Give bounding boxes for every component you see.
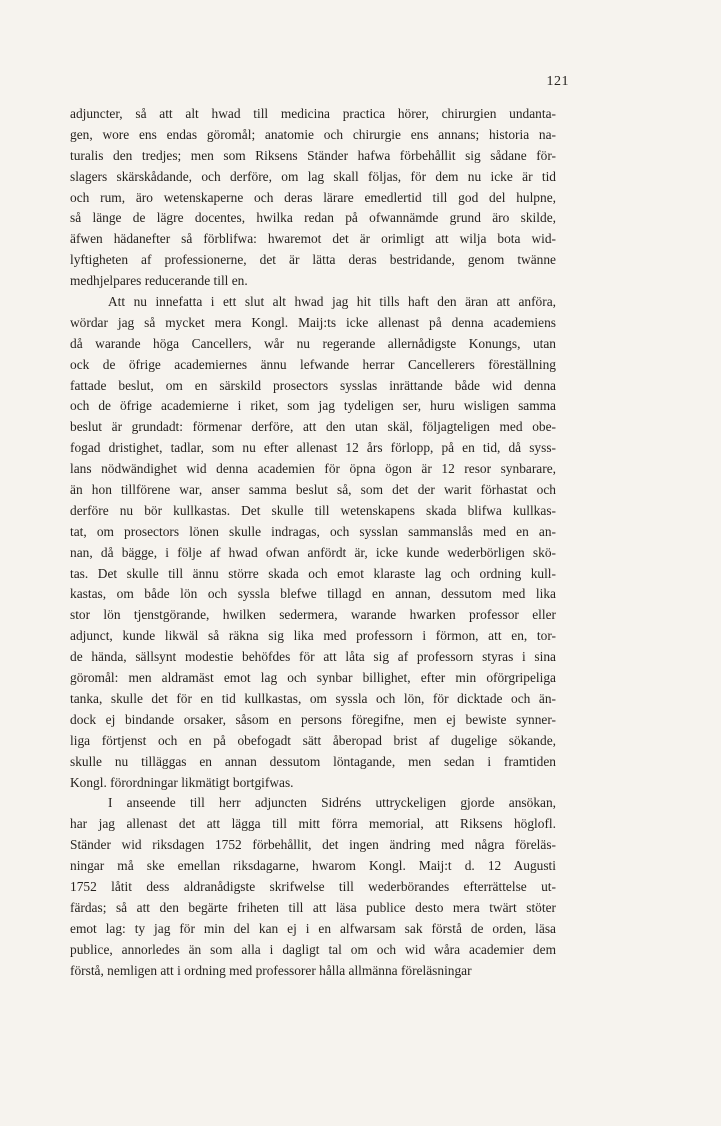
text-line: adjunct, kunde likwäl så räkna sig lika med professorn i förmon, att en, tor- <box>70 628 556 644</box>
text-line: derföre nu bör kullkastas. Det skulle till wetenskapens skada blifwa kullkas- <box>70 502 556 518</box>
text-line: tat, om prosectors lönen skulle indragas, och sysslan sammanslås med en an- <box>70 523 556 539</box>
text-line: förstå, nemligen att i ordning med professorer hålla allmänna föreläsningar <box>70 962 472 978</box>
text-line: och rum, äro wetenskaperne och deras lärare emedlertid till god del hulpne, <box>70 189 556 205</box>
text-line: I anseende till herr adjuncten Sidréns uttryckeligen gjorde ansökan, <box>108 795 556 811</box>
text-line: färdas; så att den begärte friheten till att läsa publice desto mera twärt stöter <box>70 899 556 915</box>
text-line: göromål: men aldramäst emot lag och synbar billighet, efter min oförgripeliga <box>70 670 556 686</box>
text-line: och de öfrige academierne i riket, som jag tydeligen ser, huru wisligen samma <box>70 398 556 414</box>
text-line: wördar jag så mycket mera Kongl. Maij:ts icke allenast på denna academiens <box>70 314 556 330</box>
text-line: Att nu innefatta i ett slut alt hwad jag hit tills haft den äran att anföra, <box>108 294 556 310</box>
text-line: Ständer wid riksdagen 1752 förbehållit, det ingen ändring med några föreläs- <box>70 837 556 853</box>
text-line: ock de öfrige academiernes ännu lefwande herrar Cancellerers föreställning <box>70 356 556 372</box>
text-line: ningar må ske emellan riksdagarne, hwarom Kongl. Maij:t d. 12 Augusti <box>70 858 556 874</box>
text-line: lans nödwändighet wid denna academien för öpna ögon är 12 resor synbarare, <box>70 461 556 477</box>
text-line: 1752 låtit dess aldranådigste skrifwelse till wederbörandes efterrättelse ut- <box>70 878 556 894</box>
text-line: gen, wore ens endas göromål; anatomie och chirurgie ens annans; historia na- <box>70 126 556 142</box>
text-line: då warande höga Cancellers, wår nu regerande allernådigste Konungs, utan <box>70 335 556 351</box>
body-text <box>70 104 556 981</box>
text-line: skulle nu tilläggas en annan dessutom löntagande, men sedan i framtiden <box>70 753 556 769</box>
text-line: adjuncter, så att alt hwad till medicina practica hörer, chirurgien undanta- <box>70 106 556 121</box>
text-line: fattade beslut, om en särskild prosectors sysslas inrättande både wid denna <box>70 377 556 393</box>
text-line: medhjelpares reducerande till en. <box>70 273 248 289</box>
text-line: har jag allenast det att lägga till mitt förra memorial, att Riksens höglofl. <box>70 816 556 832</box>
text-line: så länge de lägre docentes, hwilka redan på ofwannämde grund äro skilde, <box>70 210 556 226</box>
text-line: liga förtjenst och en på obefogadt sätt åberopad brist af dugelige sökande, <box>70 732 556 748</box>
text-line: emot lag: ty jag för min del kan ej i en alfwarsam sak förstå de orden, läsa <box>70 920 556 936</box>
text-line: turalis den tredjes; men som Riksens Ständer hafwa förbehållit sig sådane för- <box>70 147 556 163</box>
text-line: tas. Det skulle till ännu större skada och emot klaraste lag och ordning kull- <box>70 565 556 581</box>
text-line: publice, annorledes än som alla i dagligt tal om och wid wåra academier dem <box>70 941 556 957</box>
paragraph <box>70 793 556 981</box>
text-line: slagers skärskådande, och derföre, om lag skall följas, för dem nu icke är tid <box>70 168 556 184</box>
text-line: äfwen hädanefter så förblifwa: hwaremot det är orimligt att wilja bota wid- <box>70 231 556 247</box>
text-line: stor lön tjenstgörande, hwilken sedermera, warande hwarken professor eller <box>70 607 556 623</box>
text-line: tanka, skulle det för en tid kullkastas, om syssla och lön, för dicktade och än- <box>70 690 556 706</box>
paragraph <box>70 104 556 292</box>
text-line: Kongl. förordningar likmätigt bortgifwas. <box>70 774 294 790</box>
text-line: de hända, sällsynt modestie behöfdes för att låta sig af professorn styras i sina <box>70 649 556 665</box>
text-line: nan, då bägge, i följe af hwad ofwan anfördt är, icke kunde wederbörligen skö- <box>70 544 556 560</box>
page-number: 121 <box>546 74 569 89</box>
text-line: lyftigheten af professionerne, det är lätta deras bestridande, genom twänne <box>70 252 556 268</box>
text-line: beslut är grundadt: förmenar derföre, att den utan skäl, följagteligen med obe- <box>70 419 556 435</box>
text-line: kastas, om både lön och syssla blefwe tillagd en annan, dessutom med lika <box>70 586 556 602</box>
text-line: fogad dristighet, tadlar, som nu efter allenast 12 års förlopp, på en tid, då syss- <box>70 440 556 456</box>
text-line: dock ej bindande orsaker, såsom en persons föregifne, men ej bewiste synner- <box>70 711 556 727</box>
text-line: än hon tillförene war, anser samma beslut så, som det der warit förhastat och <box>70 482 556 498</box>
paragraph <box>70 292 556 793</box>
paragraph-container <box>70 104 556 981</box>
